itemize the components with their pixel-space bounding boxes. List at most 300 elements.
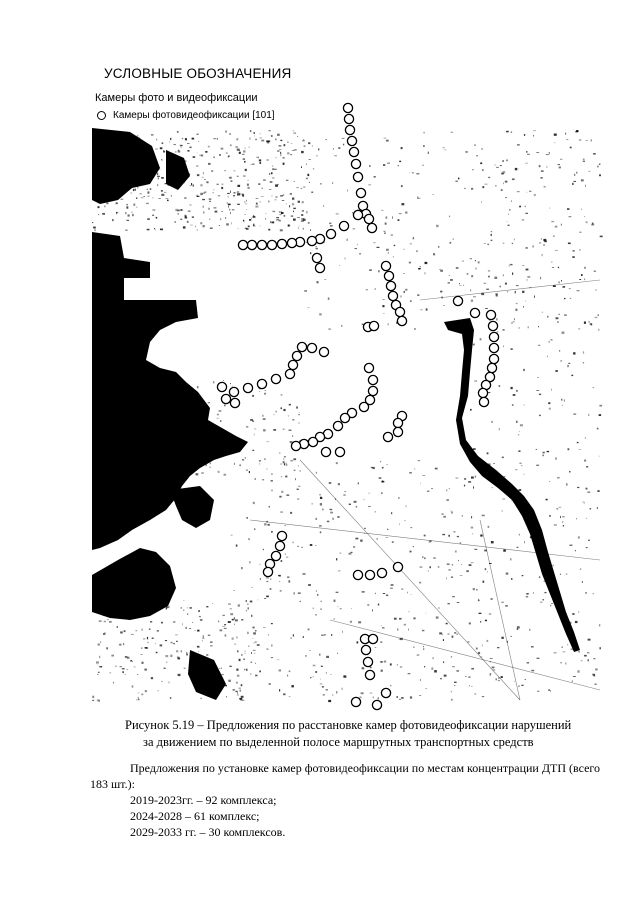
urban-speckle xyxy=(123,191,126,193)
urban-speckle xyxy=(471,562,474,563)
urban-speckle xyxy=(586,547,588,548)
urban-speckle xyxy=(120,631,123,633)
urban-speckle xyxy=(409,611,410,612)
urban-speckle xyxy=(251,652,252,654)
urban-speckle xyxy=(303,573,306,575)
camera-marker xyxy=(393,427,402,436)
urban-speckle xyxy=(448,603,450,604)
urban-speckle xyxy=(562,332,565,334)
urban-speckle xyxy=(551,389,552,391)
urban-speckle xyxy=(97,188,100,190)
urban-speckle xyxy=(198,610,200,612)
urban-speckle xyxy=(512,322,513,324)
urban-speckle xyxy=(285,463,287,464)
urban-speckle xyxy=(352,212,353,213)
urban-speckle xyxy=(228,206,229,208)
urban-speckle xyxy=(422,630,425,632)
urban-speckle xyxy=(232,436,234,437)
urban-speckle xyxy=(197,196,200,197)
urban-speckle xyxy=(526,269,529,271)
urban-speckle xyxy=(239,152,241,154)
urban-speckle xyxy=(108,161,110,162)
urban-speckle xyxy=(416,250,417,252)
urban-speckle xyxy=(516,421,517,423)
urban-speckle xyxy=(301,151,304,153)
urban-speckle xyxy=(222,184,224,186)
urban-speckle xyxy=(372,467,374,469)
urban-speckle xyxy=(548,402,550,404)
urban-speckle xyxy=(260,138,262,139)
urban-speckle xyxy=(599,456,600,457)
urban-speckle xyxy=(342,631,343,633)
urban-speckle xyxy=(558,267,559,268)
road-line xyxy=(250,520,600,560)
road-line xyxy=(480,520,520,700)
urban-speckle xyxy=(245,148,246,150)
urban-speckle xyxy=(272,178,275,179)
urban-speckle xyxy=(436,225,439,227)
urban-speckle xyxy=(185,138,187,140)
urban-speckle xyxy=(94,148,96,150)
urban-speckle xyxy=(473,344,475,346)
urban-speckle xyxy=(561,399,562,401)
urban-speckle xyxy=(308,307,310,308)
urban-speckle xyxy=(519,431,520,432)
urban-speckle xyxy=(547,356,548,357)
urban-speckle xyxy=(203,211,204,213)
urban-speckle xyxy=(98,644,100,646)
urban-speckle xyxy=(279,211,280,212)
urban-speckle xyxy=(396,696,398,697)
legend-title: УСЛОВНЫЕ ОБОЗНАЧЕНИЯ xyxy=(104,66,292,81)
urban-speckle xyxy=(228,196,229,198)
urban-speckle xyxy=(160,229,163,231)
urban-speckle xyxy=(423,556,424,558)
urban-speckle xyxy=(575,621,578,623)
urban-speckle xyxy=(185,215,187,217)
urban-speckle xyxy=(169,165,170,167)
urban-speckle xyxy=(457,602,460,603)
urban-speckle xyxy=(383,593,385,594)
urban-speckle xyxy=(463,285,464,286)
urban-speckle xyxy=(370,693,373,694)
urban-speckle xyxy=(206,182,207,183)
urban-speckle xyxy=(304,290,307,291)
urban-speckle xyxy=(264,598,266,599)
urban-speckle xyxy=(433,253,435,255)
urban-speckle xyxy=(257,644,260,646)
urban-speckle xyxy=(273,168,274,170)
urban-speckle xyxy=(147,637,148,639)
urban-speckle xyxy=(555,226,557,227)
urban-speckle xyxy=(383,299,385,300)
camera-marker xyxy=(453,296,462,305)
urban-speckle xyxy=(481,201,482,202)
urban-speckle xyxy=(187,150,189,152)
urban-speckle xyxy=(592,223,593,225)
urban-speckle xyxy=(222,678,224,680)
urban-speckle xyxy=(456,634,458,635)
urban-speckle xyxy=(362,667,365,669)
urban-speckle xyxy=(563,651,566,652)
camera-marker xyxy=(381,261,390,270)
urban-speckle xyxy=(561,224,562,226)
urban-speckle xyxy=(502,457,504,459)
urban-speckle xyxy=(484,243,486,244)
urban-speckle xyxy=(381,210,383,211)
urban-speckle xyxy=(369,165,371,167)
urban-speckle xyxy=(179,169,181,170)
urban-speckle xyxy=(208,635,211,636)
urban-speckle xyxy=(98,206,100,208)
urban-speckle xyxy=(131,212,133,213)
urban-speckle xyxy=(592,674,595,676)
urban-speckle xyxy=(226,153,228,154)
urban-speckle xyxy=(246,469,247,471)
urban-speckle xyxy=(474,381,477,382)
urban-speckle xyxy=(166,607,169,608)
urban-speckle xyxy=(265,390,267,391)
urban-speckle xyxy=(330,512,333,514)
urban-speckle xyxy=(319,494,321,495)
urban-speckle xyxy=(106,647,107,649)
urban-speckle xyxy=(445,149,446,151)
urban-speckle xyxy=(247,603,248,605)
urban-speckle xyxy=(549,408,551,410)
urban-speckle xyxy=(262,188,263,189)
urban-speckle xyxy=(277,660,280,661)
urban-speckle xyxy=(374,176,376,178)
urban-speckle xyxy=(464,188,465,189)
urban-speckle xyxy=(126,206,128,208)
urban-speckle xyxy=(164,388,166,390)
urban-speckle xyxy=(509,264,510,266)
urban-speckle xyxy=(298,423,299,424)
urban-speckle xyxy=(401,203,404,205)
urban-speckle xyxy=(219,691,220,692)
urban-speckle xyxy=(588,414,589,416)
urban-speckle xyxy=(266,596,269,598)
urban-speckle xyxy=(245,653,246,654)
urban-speckle xyxy=(203,193,205,194)
camera-marker xyxy=(277,239,286,248)
urban-speckle xyxy=(243,150,246,152)
urban-speckle xyxy=(245,651,246,652)
urban-speckle xyxy=(294,149,297,151)
urban-speckle xyxy=(153,447,155,448)
urban-speckle xyxy=(341,325,342,327)
urban-speckle xyxy=(488,526,490,528)
urban-speckle xyxy=(236,138,238,140)
urban-speckle xyxy=(217,138,218,139)
urban-speckle xyxy=(202,638,204,639)
urban-speckle xyxy=(579,232,581,233)
urban-speckle xyxy=(443,147,445,148)
urban-speckle xyxy=(469,622,471,624)
urban-speckle xyxy=(526,596,528,598)
urban-speckle xyxy=(230,383,231,384)
urban-speckle xyxy=(451,511,452,512)
urban-speckle xyxy=(599,164,601,165)
urban-speckle xyxy=(547,451,550,452)
urban-speckle xyxy=(516,390,517,392)
urban-speckle xyxy=(519,489,522,491)
camera-marker xyxy=(339,221,348,230)
urban-speckle xyxy=(161,622,163,624)
urban-speckle xyxy=(560,361,562,362)
urban-speckle xyxy=(284,144,286,146)
urban-speckle xyxy=(175,221,176,223)
urban-speckle xyxy=(454,632,456,634)
urban-speckle xyxy=(258,600,259,601)
urban-speckle xyxy=(584,279,585,281)
urban-speckle xyxy=(185,160,187,162)
urban-speckle xyxy=(234,624,235,625)
urban-speckle xyxy=(138,693,140,694)
camera-marker xyxy=(388,291,397,300)
urban-speckle xyxy=(578,612,579,613)
urban-speckle xyxy=(557,605,560,607)
urban-speckle xyxy=(410,696,412,698)
urban-speckle xyxy=(259,460,261,461)
urban-speckle xyxy=(158,474,160,476)
urban-speckle xyxy=(237,675,240,677)
urban-speckle xyxy=(279,669,282,671)
urban-speckle xyxy=(191,437,192,438)
urban-speckle xyxy=(497,332,498,333)
urban-speckle xyxy=(271,195,272,196)
urban-speckle xyxy=(343,144,344,146)
urban-speckle xyxy=(471,300,473,302)
urban-speckle xyxy=(181,464,182,466)
urban-speckle xyxy=(209,219,210,220)
urban-speckle xyxy=(230,191,231,193)
urban-speckle xyxy=(495,480,497,482)
urban-speckle xyxy=(377,538,378,540)
urban-speckle xyxy=(189,147,191,149)
urban-speckle xyxy=(428,570,429,571)
urban-speckle xyxy=(356,506,358,508)
island-water xyxy=(92,128,160,204)
urban-speckle xyxy=(558,321,559,323)
urban-speckle xyxy=(268,634,269,635)
urban-speckle xyxy=(443,516,446,518)
urban-speckle xyxy=(157,630,159,632)
urban-speckle xyxy=(92,696,94,698)
urban-speckle xyxy=(388,252,389,254)
camera-marker xyxy=(364,363,373,372)
urban-speckle xyxy=(599,624,600,626)
urban-speckle xyxy=(548,689,550,691)
urban-speckle xyxy=(287,152,289,154)
urban-speckle xyxy=(271,172,272,174)
urban-speckle xyxy=(253,642,254,643)
urban-speckle xyxy=(151,677,153,679)
urban-speckle xyxy=(375,511,376,512)
urban-speckle xyxy=(183,226,186,228)
camera-marker xyxy=(285,369,294,378)
urban-speckle xyxy=(534,194,536,196)
urban-speckle xyxy=(480,162,482,164)
urban-speckle xyxy=(209,432,211,434)
urban-speckle xyxy=(262,415,263,417)
urban-speckle xyxy=(203,206,205,208)
urban-speckle xyxy=(505,197,507,198)
urban-speckle xyxy=(170,697,171,699)
urban-speckle xyxy=(297,489,299,490)
camera-marker xyxy=(487,363,496,372)
urban-speckle xyxy=(337,516,339,518)
urban-speckle xyxy=(164,668,166,669)
camera-marker xyxy=(489,332,498,341)
urban-speckle xyxy=(586,466,588,467)
urban-speckle xyxy=(440,270,443,272)
urban-speckle xyxy=(275,196,277,197)
urban-speckle xyxy=(297,546,299,547)
urban-speckle xyxy=(157,403,158,405)
urban-speckle xyxy=(391,235,393,236)
urban-speckle xyxy=(163,151,165,153)
urban-speckle xyxy=(99,656,100,658)
urban-speckle xyxy=(136,630,138,631)
urban-speckle xyxy=(525,679,526,680)
camera-markers xyxy=(217,103,498,709)
urban-speckle xyxy=(246,610,247,611)
urban-speckle xyxy=(152,402,154,404)
urban-speckle xyxy=(228,204,231,206)
urban-speckle xyxy=(245,169,247,171)
urban-speckle xyxy=(260,133,261,134)
urban-speckle xyxy=(544,581,545,582)
urban-speckle xyxy=(216,434,218,435)
urban-speckle xyxy=(410,551,412,553)
urban-speckle xyxy=(155,149,157,150)
urban-speckle xyxy=(599,174,601,176)
camera-marker xyxy=(340,413,349,422)
urban-speckle xyxy=(112,193,114,194)
urban-speckle xyxy=(482,644,483,646)
urban-speckle xyxy=(440,678,441,679)
urban-speckle xyxy=(386,464,388,465)
camera-marker xyxy=(365,670,374,679)
urban-speckle xyxy=(431,488,432,489)
urban-speckle xyxy=(214,189,215,190)
urban-speckle xyxy=(424,132,425,134)
urban-speckle xyxy=(419,582,421,584)
urban-speckle xyxy=(471,668,474,670)
urban-speckle xyxy=(450,279,453,280)
urban-speckle xyxy=(539,394,541,396)
urban-speckle xyxy=(522,220,524,221)
urban-speckle xyxy=(104,199,106,201)
urban-speckle xyxy=(302,201,304,203)
urban-speckle xyxy=(280,590,282,592)
urban-speckle xyxy=(124,630,126,632)
urban-speckle xyxy=(544,556,545,558)
urban-speckle xyxy=(597,428,599,430)
urban-speckle xyxy=(254,135,255,136)
urban-speckle xyxy=(200,433,201,435)
urban-speckle xyxy=(167,459,169,460)
urban-speckle xyxy=(280,152,281,154)
list-item: 2024-2028 – 61 комплекс; xyxy=(130,809,260,823)
urban-speckle xyxy=(333,148,334,149)
urban-speckle xyxy=(149,629,151,630)
urban-speckle xyxy=(542,254,543,256)
urban-speckle xyxy=(210,641,212,643)
urban-speckle xyxy=(458,178,459,180)
urban-speckle xyxy=(255,206,258,208)
urban-speckle xyxy=(351,608,352,609)
urban-speckle xyxy=(321,666,323,667)
urban-speckle xyxy=(507,291,508,292)
urban-speckle xyxy=(347,190,348,192)
urban-speckle xyxy=(280,154,281,156)
urban-speckle xyxy=(384,661,386,663)
urban-speckle xyxy=(231,535,233,536)
urban-speckle xyxy=(315,545,316,546)
urban-speckle xyxy=(384,233,385,234)
urban-speckle xyxy=(533,523,535,525)
urban-speckle xyxy=(285,476,287,478)
urban-speckle xyxy=(211,170,213,171)
urban-speckle xyxy=(499,428,500,430)
urban-speckle xyxy=(147,189,148,190)
urban-speckle xyxy=(560,159,562,160)
urban-speckle xyxy=(558,507,561,508)
urban-speckle xyxy=(224,624,226,625)
urban-speckle xyxy=(127,153,130,154)
urban-speckle xyxy=(125,132,127,133)
urban-speckle xyxy=(380,641,382,643)
urban-speckle xyxy=(578,536,580,538)
urban-speckle xyxy=(347,239,348,241)
urban-speckle xyxy=(286,464,288,465)
urban-speckle xyxy=(283,461,285,463)
camera-marker xyxy=(319,347,328,356)
urban-speckle xyxy=(298,486,301,487)
urban-speckle xyxy=(287,577,289,578)
urban-speckle xyxy=(438,246,439,248)
urban-speckle xyxy=(155,230,156,231)
urban-speckle xyxy=(479,613,482,614)
urban-speckle xyxy=(329,482,332,484)
camera-marker xyxy=(367,223,376,232)
urban-speckle xyxy=(444,675,447,677)
urban-speckle xyxy=(284,458,285,460)
urban-speckle xyxy=(300,470,302,471)
urban-speckle xyxy=(589,322,590,323)
urban-speckle xyxy=(201,472,204,473)
urban-speckle xyxy=(259,391,260,392)
urban-speckle xyxy=(160,644,163,646)
urban-speckle xyxy=(97,153,99,155)
urban-speckle xyxy=(219,442,220,443)
urban-speckle xyxy=(548,561,549,562)
caption-line-2: за движением по выделенной полосе маршрутных транспортных средств xyxy=(143,735,534,749)
urban-speckle xyxy=(477,468,479,470)
urban-speckle xyxy=(485,620,487,622)
urban-speckle xyxy=(241,696,244,698)
urban-speckle xyxy=(175,209,177,211)
urban-speckle xyxy=(539,544,541,545)
urban-speckle xyxy=(268,201,269,203)
urban-speckle xyxy=(459,283,460,284)
urban-speckle xyxy=(522,265,524,266)
urban-speckle xyxy=(393,256,394,257)
urban-speckle xyxy=(527,279,528,281)
urban-speckle xyxy=(125,656,128,657)
